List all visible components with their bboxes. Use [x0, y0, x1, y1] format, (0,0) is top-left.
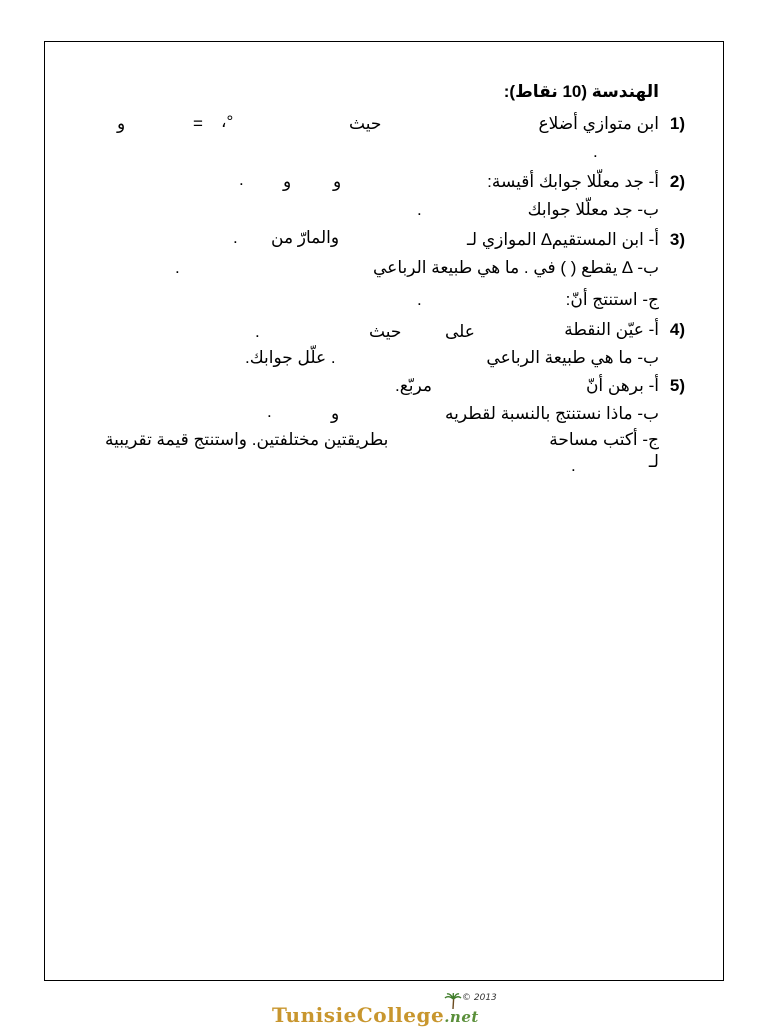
question-2b-dot: . — [417, 200, 422, 219]
question-5a-murabba: مربّع. — [395, 376, 432, 395]
question-3b-dot: . — [175, 258, 180, 277]
question-2-number: 2) — [669, 172, 685, 191]
question-4a-ala: على — [445, 322, 475, 341]
question-5-number: 5) — [669, 376, 685, 395]
question-4a-haith: حيث — [369, 322, 402, 341]
footer-brand-tld: .net — [444, 1008, 479, 1026]
question-5b-wa: و — [331, 404, 340, 423]
question-2a-text: أ- جد معلّلا جوابك أقيسة: — [487, 172, 659, 191]
question-5c-text-1: ج- أكتب مساحة — [549, 430, 659, 449]
question-5b-dot: . — [267, 402, 272, 421]
question-3-number: 3) — [669, 230, 685, 249]
section-title: الهندسة (10 نقاط): — [503, 82, 659, 101]
question-2a-wa1: و — [333, 172, 342, 191]
question-5c-text-3: لـ — [648, 452, 659, 471]
question-3a-marr: والمارّ من — [271, 228, 340, 247]
question-3c-dot: . — [417, 290, 422, 309]
question-4-number: 4) — [669, 320, 685, 339]
question-5c-text-2: بطريقتين مختلفتين. واستنتج قيمة تقريبية — [105, 430, 389, 449]
footer-brand-name: TunisieCollege — [272, 1003, 445, 1027]
question-4b-text: ب- ما هي طبيعة الرباعي — [486, 348, 659, 367]
question-2a-wa2: و — [283, 172, 292, 191]
question-5b-text: ب- ماذا نستنتج بالنسبة لقطريه — [445, 404, 659, 423]
question-1-wa: و — [117, 114, 126, 133]
question-3a-dot: . — [233, 228, 238, 247]
palm-tree-icon — [444, 993, 462, 1009]
question-4a-dot: . — [255, 322, 260, 341]
question-1-equals: = — [193, 114, 203, 133]
question-1-text: ابن متوازي أضلاع — [538, 114, 659, 133]
question-2b-text: ب- جد معلّلا جوابك — [527, 200, 659, 219]
question-5a-text: أ- برهن أنّ — [585, 376, 659, 395]
question-3c-text: ج- استنتج أنّ: — [565, 290, 659, 309]
question-1-dot: . — [593, 142, 598, 161]
question-5c-dot: . — [571, 456, 576, 475]
question-1-haith: حيث — [349, 114, 382, 133]
question-3b-text: ب- ∆ يقطع ( ) في . ما هي طبيعة الرباعي — [373, 258, 659, 277]
question-1-number: 1) — [669, 114, 685, 133]
question-4b-end: . علّل جوابك. — [245, 348, 336, 367]
footer-copyright: © 2013 — [462, 993, 497, 1003]
question-1-degree: °، — [221, 112, 234, 131]
page-frame — [44, 41, 724, 981]
question-3a-text: أ- ابن المستقيم∆ الموازي لـ — [466, 230, 659, 249]
question-4a-text: أ- عيّن النقطة — [564, 320, 659, 339]
question-2a-dot: . — [239, 170, 244, 189]
